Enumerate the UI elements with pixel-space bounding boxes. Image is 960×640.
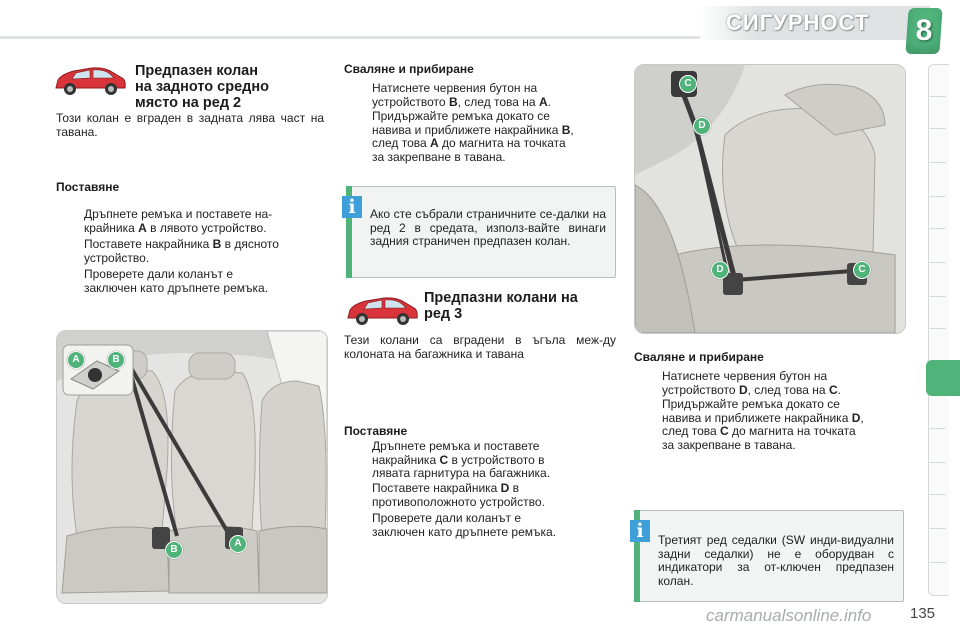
tab-divider (930, 228, 946, 229)
label-b: B (107, 351, 125, 369)
section1-remove-item: Придържайте ремъка докато се навива и приближете накрайника B, след това A до магнита на точката за закрепване в тавана. (372, 109, 574, 164)
section1-title-line: място на ред 2 (135, 95, 242, 111)
label-d: D (693, 117, 711, 135)
section2-remove-item: Натиснете червения бутон на устройството D, след това на C. (662, 369, 841, 397)
tab-divider (930, 562, 946, 563)
label-b: B (165, 541, 183, 559)
section2-install-item: Проверете дали коланът е заключен като дръпнете ремъка. (372, 511, 557, 539)
page-title: СИГУРНОСТ (726, 10, 870, 35)
third-row-illustration (635, 65, 905, 333)
tab-divider (930, 262, 946, 263)
section1-title-line: на задното средно (135, 79, 269, 95)
section2-title (424, 290, 614, 322)
chapter-number: 8 (915, 14, 933, 47)
section1-info-text: Ако сте събрали страничните се-далки на ред 2 в средата, използ-вайте винаги задния страничен предпазен колан. (370, 207, 606, 248)
section2-intro: Тези колани са вградени в ъгъла меж-ду колоната на багажника и тавана (344, 333, 616, 361)
page-number: 135 (910, 605, 936, 622)
section2-install-item: Дръпнете ремъка и поставете накрайника C в устройството в лявата гарнитура на багажника. (372, 439, 551, 480)
section2-title-line: Предпазни колани на (424, 290, 578, 306)
section1-remove-item: Натиснете червения бутон на устройството B, след това на A. (372, 81, 551, 109)
car-icon (344, 292, 420, 330)
section2-install-heading: Поставяне (344, 424, 408, 438)
section1-install-item: Поставете накрайника B в дясното устройство. (84, 237, 279, 265)
section2-remove-item: Придържайте ремъка докато се навива и приближете накрайника D, след това C до магнита на точката за закрепване в тавана. (662, 397, 864, 452)
rear-seats-illustration (57, 331, 327, 603)
section1-install-item: Проверете дали коланът е заключен като дръпнете ремъка. (84, 267, 269, 295)
section2-install-item: Поставете накрайника D в противоположното устройство. (372, 481, 545, 509)
tab-divider (930, 494, 946, 495)
label-a: A (67, 351, 85, 369)
label-c: C (853, 261, 871, 279)
tab-divider (930, 328, 946, 329)
tab-divider (930, 528, 946, 529)
label-d: D (711, 261, 729, 279)
section1-title-line: Предпазен колан (135, 63, 259, 79)
tab-active-safety[interactable] (926, 360, 960, 396)
section1-title (135, 63, 315, 111)
section1-install-heading: Поставяне (56, 180, 120, 194)
watermark: carmanualsonline.info (706, 606, 872, 625)
rear-seats-photo (56, 330, 328, 604)
chapter-tabs (928, 64, 949, 596)
tab-divider (930, 96, 946, 97)
section1-intro: Този колан е вграден в задната лява част на тавана. (56, 111, 324, 139)
section2-title-line: ред 3 (424, 306, 463, 322)
section2-remove-heading: Сваляне и прибиране (634, 350, 764, 364)
section1-install-item: Дръпнете ремъка и поставете на- крайника A в лявото устройство. (84, 207, 273, 235)
third-row-photo (634, 64, 906, 334)
info-icon: i (630, 520, 650, 542)
label-c: C (679, 75, 697, 93)
tab-divider (930, 296, 946, 297)
tab-divider (930, 162, 946, 163)
info-icon: i (342, 196, 362, 218)
car-icon (52, 62, 128, 100)
section2-info-text: Третият ред седалки (SW инди-видуални задни седалки) не е оборудван с индикатори за от-ключен предпазен колан. (658, 533, 894, 588)
tab-divider (930, 462, 946, 463)
label-a: A (229, 535, 247, 553)
tab-divider (930, 128, 946, 129)
tab-divider (930, 196, 946, 197)
section1-remove-heading: Сваляне и прибиране (344, 62, 474, 76)
tab-divider (930, 428, 946, 429)
